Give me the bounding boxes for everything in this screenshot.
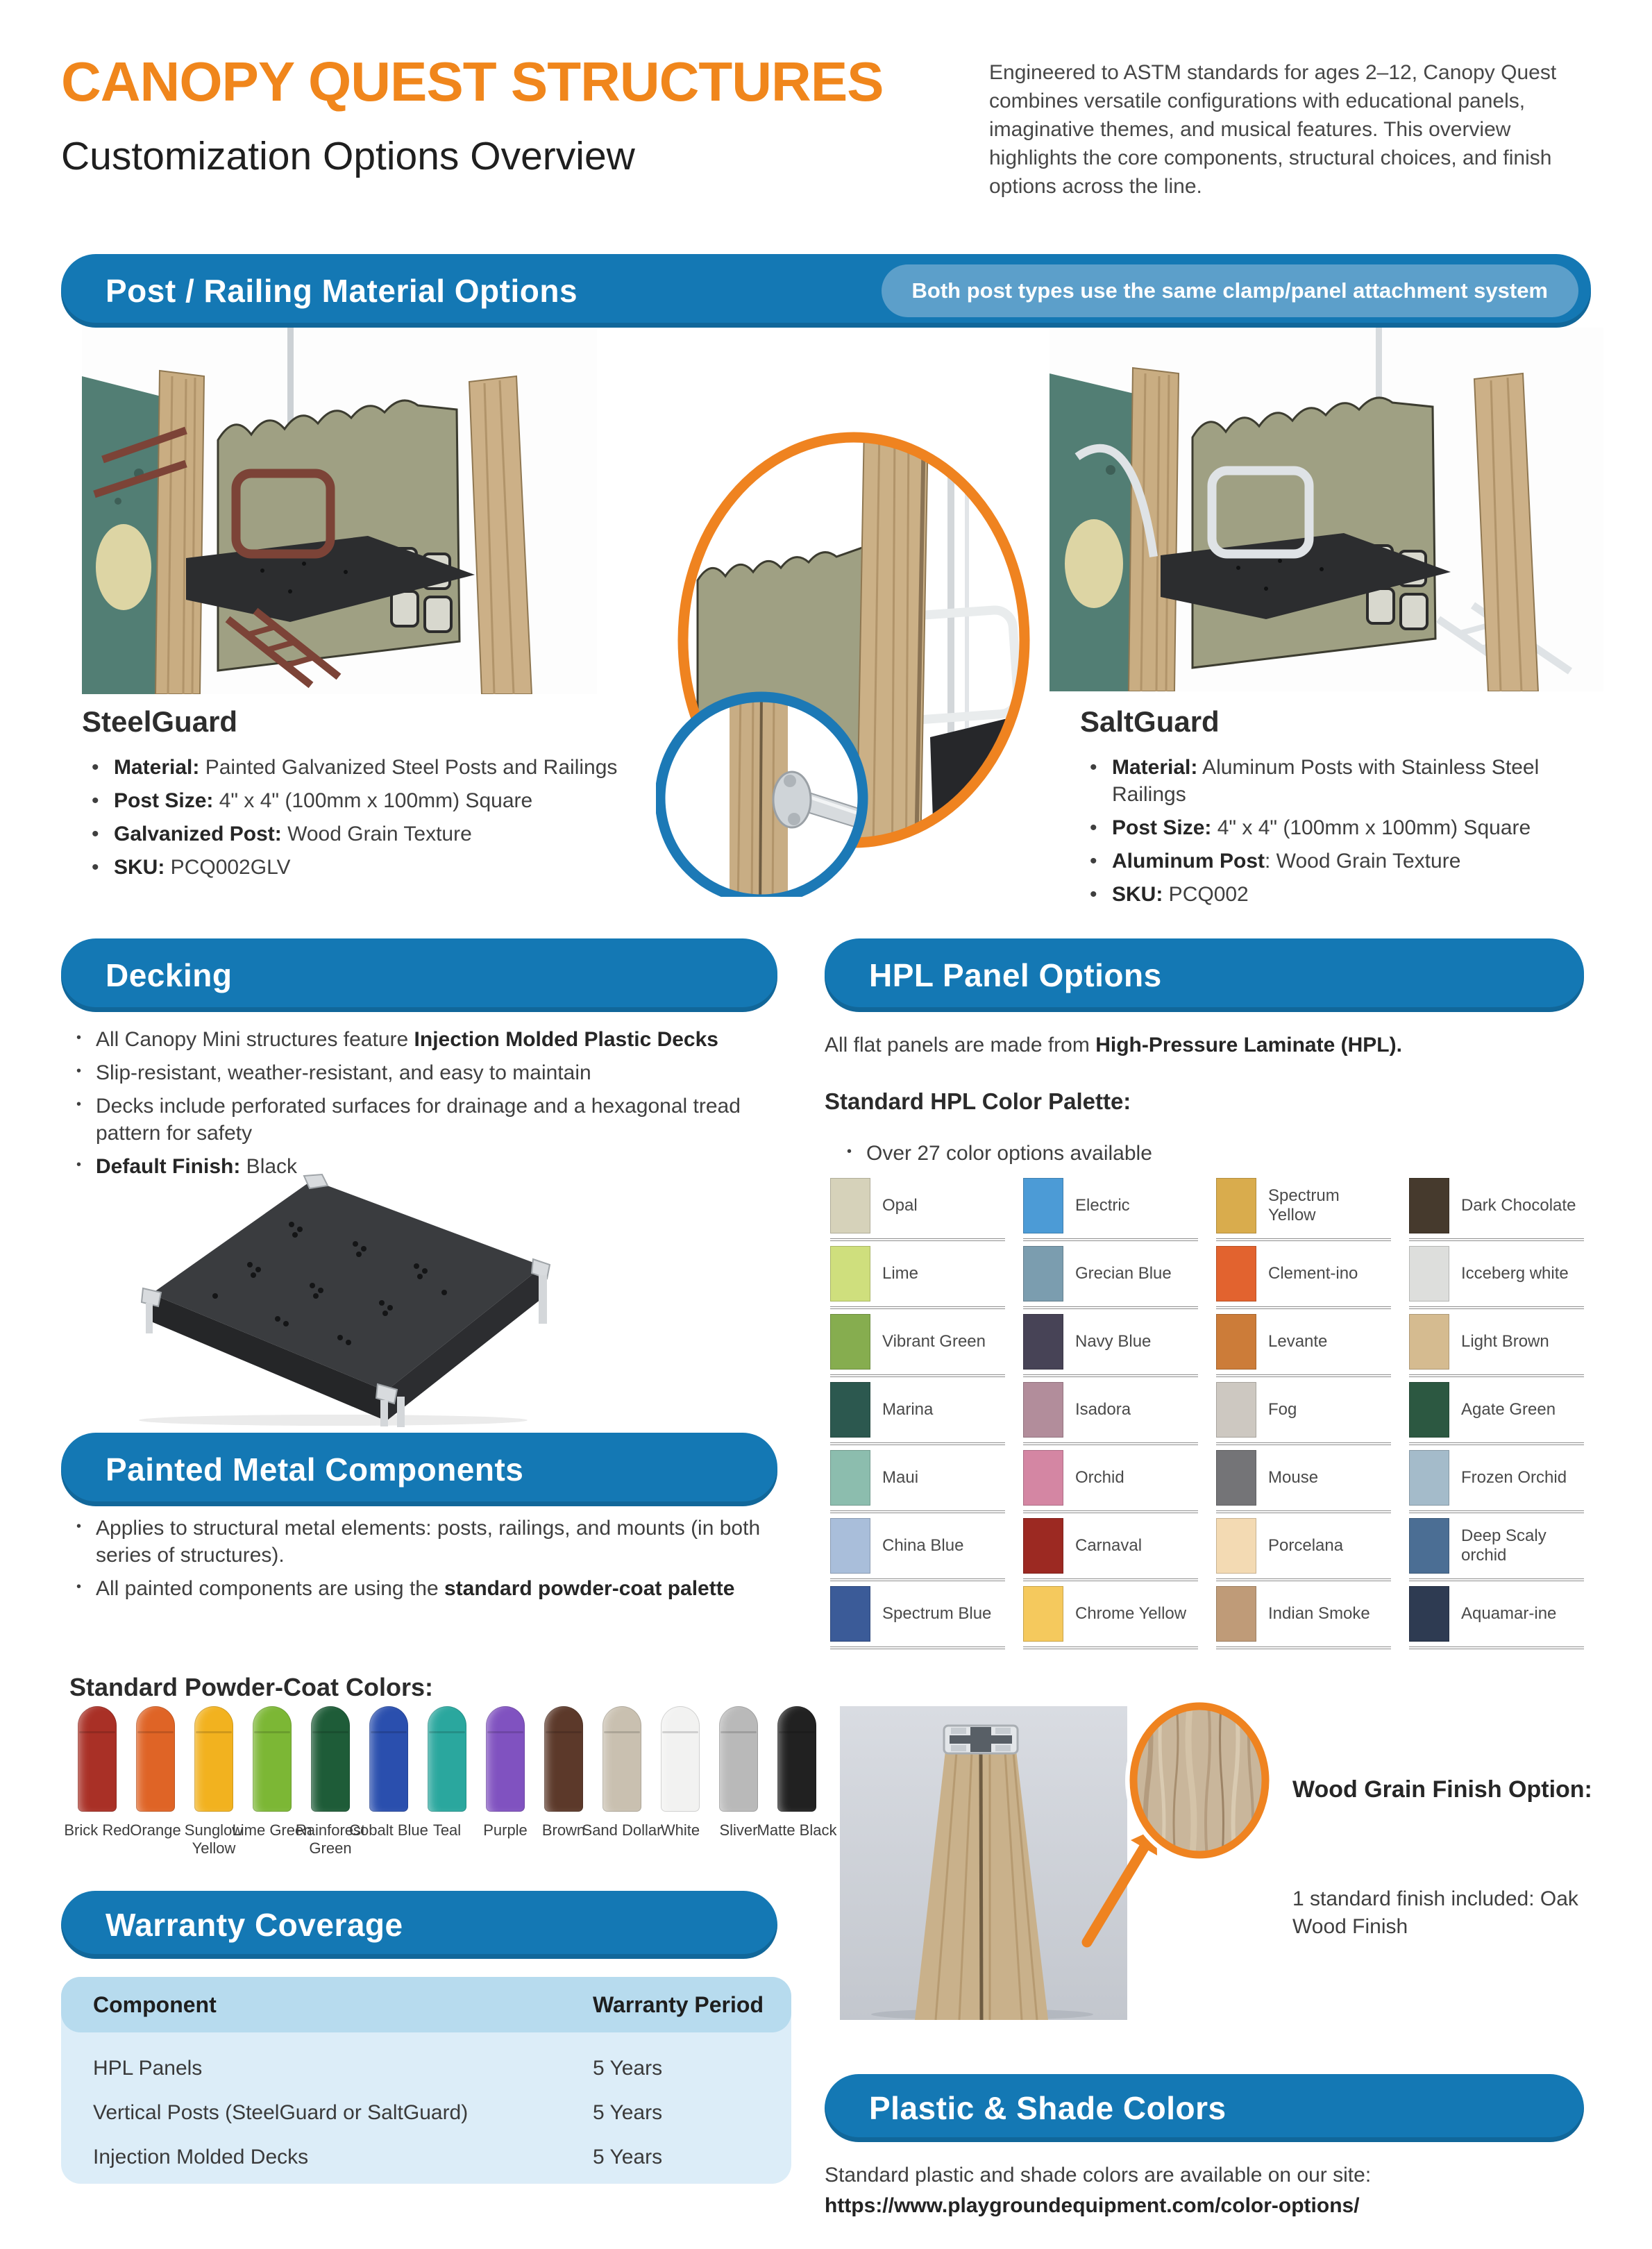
bullet-post: Wood Grain Texture: [281, 823, 472, 845]
hpl-color-swatch: [1023, 1314, 1063, 1370]
saltguard-photo: [1050, 328, 1603, 691]
powder-post-label: Lime Green: [232, 1821, 312, 1839]
attachment-note-pill: [882, 264, 1579, 317]
saltguard-bullets: [1086, 754, 1613, 914]
painted-metal-banner: [61, 1433, 777, 1506]
powder-post: [777, 1706, 816, 1812]
hpl-color-label: Lime: [882, 1264, 919, 1283]
hpl-intro-pre: All flat panels are made from: [825, 1034, 1096, 1056]
powder-post: [428, 1706, 466, 1812]
post-railing-heading: Post / Railing Material Options: [106, 273, 578, 309]
hpl-color-swatch: [830, 1246, 870, 1302]
bullet-post: 4" x 4" (100mm x 100mm) Square: [213, 789, 533, 812]
attachment-note: Both post types use the same clamp/panel attachment system: [911, 278, 1548, 303]
hpl-color-label: Opal: [882, 1196, 918, 1215]
warranty-heading: Warranty Coverage: [106, 1907, 403, 1943]
powder-post: [602, 1706, 641, 1812]
powder-post-label: Orange: [130, 1821, 181, 1839]
teal-side-panel: [82, 376, 164, 694]
hpl-color-swatch: [1216, 1314, 1256, 1370]
decking-banner: [61, 938, 777, 1012]
bullet-item: [840, 1140, 1465, 1167]
powder-post-label: Sand Dollar: [582, 1821, 662, 1839]
bullet-item: [87, 754, 625, 781]
powder-post: [369, 1706, 408, 1812]
bullet-item: [69, 1575, 770, 1602]
hpl-color-label: Vibrant Green: [882, 1332, 986, 1351]
bullet-bold: Galvanized Post:: [114, 823, 282, 845]
hpl-color-label: Navy Blue: [1075, 1332, 1152, 1351]
hpl-color-label: Spectrum Yellow: [1268, 1186, 1340, 1224]
hpl-color-swatch: [1409, 1178, 1449, 1233]
powder-post-label: Brick Red: [64, 1821, 130, 1839]
warranty-period: 5 Years: [593, 2146, 663, 2168]
bullet-item: [1086, 881, 1613, 908]
powder-post-item: [757, 1706, 837, 1858]
bullet-bold: SKU:: [1112, 883, 1163, 906]
hpl-color-swatch: [1216, 1586, 1256, 1642]
hpl-color-cell: [830, 1173, 1005, 1241]
bullet-post: : Wood Grain Texture: [1265, 850, 1461, 873]
hpl-color-swatch: [1409, 1450, 1449, 1506]
powder-post: [486, 1706, 525, 1812]
hpl-color-cell: [1216, 1513, 1391, 1581]
hpl-color-label: Orchid: [1075, 1468, 1124, 1487]
hpl-color-label: Frozen Orchid: [1461, 1468, 1567, 1487]
hpl-color-swatch: [1216, 1450, 1256, 1506]
hpl-color-swatch: [1023, 1586, 1063, 1642]
hpl-color-cell: [1409, 1581, 1584, 1649]
hpl-color-label: Aquamar-ine: [1461, 1604, 1557, 1623]
hpl-color-cell: [830, 1241, 1005, 1309]
hpl-color-label: Grecian Blue: [1075, 1264, 1172, 1283]
hpl-color-swatch: [830, 1178, 870, 1233]
warranty-table-header: [61, 1977, 791, 2032]
deck-top-face: [151, 1180, 543, 1391]
hpl-color-swatch: [1216, 1382, 1256, 1438]
powder-post-label: Teal: [432, 1821, 462, 1839]
hpl-palette-label: Standard HPL Color Palette:: [825, 1088, 1131, 1114]
powder-post-label: Rainforest Green: [295, 1821, 366, 1857]
hpl-color-label: Levante: [1268, 1332, 1328, 1351]
post-railing-banner: [61, 254, 1591, 328]
hpl-color-cell: [830, 1513, 1005, 1581]
hpl-color-swatch: [1216, 1246, 1256, 1302]
warranty-col-period: Warranty Period: [593, 1991, 764, 2017]
hpl-color-label: Agate Green: [1461, 1400, 1556, 1419]
powder-post: [136, 1706, 175, 1812]
hpl-color-label: Marina: [882, 1400, 934, 1419]
hpl-color-swatch: [1216, 1178, 1256, 1233]
powder-post: [544, 1706, 583, 1812]
plastic-shade-banner: [825, 2074, 1584, 2142]
warranty-row: [61, 2046, 791, 2091]
warranty-component: Injection Molded Decks: [93, 2146, 309, 2168]
steelguard-photo: [82, 328, 597, 694]
hpl-bullet-list: [840, 1140, 1465, 1173]
hpl-color-swatch: [830, 1586, 870, 1642]
hpl-color-label: Spectrum Blue: [882, 1604, 992, 1623]
bullet-post: Painted Galvanized Steel Posts and Railings: [199, 756, 618, 779]
hpl-color-label: Icceberg white: [1461, 1264, 1569, 1283]
powder-post-label: Brown: [541, 1821, 586, 1839]
powder-post: [719, 1706, 758, 1812]
powder-post-label: Matte Black: [757, 1821, 837, 1839]
page-subtitle: Customization Options Overview: [61, 134, 635, 178]
wood-grain-text: 1 standard finish included: Oak Wood Finish: [1292, 1887, 1578, 1938]
hpl-color-cell: [1409, 1241, 1584, 1309]
wood-grain-magnifier: [1122, 1695, 1277, 1866]
bullet-bold: Aluminum Post: [1112, 850, 1265, 873]
hpl-color-swatch: [830, 1314, 870, 1370]
warranty-period: 5 Years: [593, 2101, 663, 2124]
bullet-item: [1086, 814, 1613, 841]
bullet-item: [1086, 848, 1613, 875]
bullet-pre: All Canopy Mini structures feature: [96, 1028, 414, 1051]
hpl-color-cell: [1023, 1513, 1198, 1581]
hpl-color-swatch: [1409, 1382, 1449, 1438]
sage-panel: [1192, 398, 1435, 668]
bullet-bold: SKU:: [114, 856, 165, 879]
hpl-color-label: Indian Smoke: [1268, 1604, 1370, 1623]
powder-coat-label: Standard Powder-Coat Colors:: [69, 1673, 434, 1701]
hpl-color-cell: [1023, 1377, 1198, 1445]
warranty-component: Vertical Posts (SteelGuard or SaltGuard): [93, 2101, 469, 2124]
bullet-pre: All painted components are using the: [96, 1577, 444, 1600]
hpl-color-cell: [1023, 1173, 1198, 1241]
bullet-bold: standard powder-coat palette: [444, 1577, 735, 1600]
hpl-color-cell: [1216, 1377, 1391, 1445]
powder-post-label: Sunglow Yellow: [184, 1821, 244, 1857]
steelguard-bullets: [87, 754, 625, 887]
hpl-color-label: Porcelana: [1268, 1536, 1344, 1555]
hpl-color-label: Fog: [1268, 1400, 1297, 1419]
hpl-color-swatch: [1409, 1246, 1449, 1302]
powder-post: [661, 1706, 700, 1812]
hpl-color-cell: [830, 1377, 1005, 1445]
hpl-color-swatch: [1023, 1450, 1063, 1506]
hpl-color-label: Clement-ino: [1268, 1264, 1358, 1283]
bullet-bold: Material:: [1112, 756, 1198, 779]
bullet-bold: Injection Molded Plastic Decks: [414, 1028, 718, 1051]
hpl-color-cell: [830, 1581, 1005, 1649]
wood-grain-texture: [1122, 1695, 1277, 1866]
bullet-post: PCQ002: [1163, 883, 1249, 906]
bullet-bold: Material:: [114, 756, 200, 779]
silver-pole: [287, 328, 294, 432]
powder-post: [78, 1706, 117, 1812]
saltguard-heading: SaltGuard: [1080, 705, 1220, 738]
left-wood-post: [155, 371, 204, 694]
teal-side-panel: [1050, 373, 1137, 691]
hpl-color-grid: [830, 1173, 1584, 1649]
decking-heading: Decking: [106, 957, 233, 993]
hpl-color-swatch: [1216, 1518, 1256, 1574]
hpl-color-cell: [830, 1445, 1005, 1513]
hpl-color-cell: [1216, 1241, 1391, 1309]
bullet-item: [69, 1515, 770, 1569]
hpl-banner: [825, 938, 1584, 1012]
warranty-component: HPL Panels: [93, 2057, 203, 2080]
painted-metal-bullets: [69, 1515, 770, 1608]
hpl-color-cell: [1023, 1309, 1198, 1377]
deck-photo: [83, 1161, 611, 1427]
hpl-color-label: Dark Chocolate: [1461, 1196, 1576, 1215]
hpl-heading: HPL Panel Options: [869, 957, 1162, 993]
bullet-post: Black: [240, 1155, 298, 1178]
hpl-color-label: Isadora: [1075, 1400, 1131, 1419]
hpl-color-cell: [1216, 1581, 1391, 1649]
plastic-shade-text: Standard plastic and shade colors are available on our site:: [825, 2164, 1372, 2187]
hpl-color-swatch: [1409, 1586, 1449, 1642]
hpl-color-cell: [1023, 1241, 1198, 1309]
hpl-color-label: Electric: [1075, 1196, 1130, 1215]
bullet-item: [87, 854, 625, 881]
bullet-bold: Default Finish:: [96, 1155, 241, 1178]
bullet-bold: Post Size:: [114, 789, 214, 812]
hpl-color-swatch: [1023, 1246, 1063, 1302]
hpl-color-cell: [1409, 1513, 1584, 1581]
wood-grain-title: Wood Grain Finish Option:: [1292, 1776, 1592, 1803]
bullet-bold: Post Size:: [1112, 816, 1212, 839]
hpl-color-label: Chrome Yellow: [1075, 1604, 1187, 1623]
warranty-period: 5 Years: [593, 2057, 663, 2080]
bullet-pre: Applies to structural metal elements: posts, railings, and mounts (in both series of structures).: [96, 1517, 761, 1567]
hpl-color-label: Deep Scaly orchid: [1461, 1526, 1546, 1565]
hpl-color-swatch: [830, 1518, 870, 1574]
warranty-banner: [61, 1891, 777, 1959]
hpl-color-swatch: [1023, 1178, 1063, 1233]
hpl-color-cell: [830, 1309, 1005, 1377]
hpl-color-cell: [1216, 1445, 1391, 1513]
bullet-post: Aluminum Posts with Stainless Steel Railings: [1112, 756, 1540, 806]
warranty-col-component: Component: [93, 1991, 217, 2017]
intro-paragraph: Engineered to ASTM standards for ages 2–12, Canopy Quest combines versatile configurations with educational panels, imaginative themes, and musical features. This overview highlights the core components, structural choices, and finish options across the line.: [989, 61, 1557, 198]
hpl-color-label: Mouse: [1268, 1468, 1319, 1487]
hpl-intro: [825, 1031, 1588, 1059]
warranty-row: [61, 2135, 791, 2180]
hpl-color-label: Light Brown: [1461, 1332, 1549, 1351]
magnifier-detail: [656, 411, 1052, 897]
bullet-pre: Slip-resistant, weather-resistant, and easy to maintain: [96, 1061, 591, 1084]
bullet-item: [69, 1093, 774, 1147]
warranty-row: [61, 2091, 791, 2135]
color-options-link[interactable]: https://www.playgroundequipment.com/color-options/: [825, 2194, 1360, 2217]
powder-post-label: Sliver: [719, 1821, 758, 1839]
powder-post: [311, 1706, 350, 1812]
hpl-color-cell: [1409, 1173, 1584, 1241]
page-title: CANOPY QUEST STRUCTURES: [61, 51, 884, 112]
bullet-pre: Over 27 color options available: [866, 1142, 1152, 1165]
bullet-item: [87, 787, 625, 814]
hpl-intro-bold: High-Pressure Laminate (HPL).: [1095, 1034, 1402, 1056]
hpl-color-cell: [1409, 1309, 1584, 1377]
hpl-color-cell: [1023, 1445, 1198, 1513]
powder-post-label: Cobalt Blue: [349, 1821, 428, 1839]
hpl-color-cell: [1409, 1445, 1584, 1513]
bullet-item: [69, 1026, 774, 1053]
bullet-item: [87, 820, 625, 848]
hpl-color-cell: [1023, 1581, 1198, 1649]
bullet-pre: Decks include perforated surfaces for drainage and a hexagonal tread pattern for safety: [96, 1095, 741, 1145]
powder-post-label: Purple: [483, 1821, 528, 1839]
hpl-color-swatch: [1023, 1518, 1063, 1574]
powder-post: [194, 1706, 233, 1812]
hpl-color-cell: [1409, 1377, 1584, 1445]
bullet-post: 4" x 4" (100mm x 100mm) Square: [1211, 816, 1531, 839]
bullet-item: [69, 1059, 774, 1086]
hpl-color-label: China Blue: [882, 1536, 964, 1555]
hpl-color-cell: [1216, 1309, 1391, 1377]
hpl-color-swatch: [830, 1382, 870, 1438]
hpl-color-swatch: [1023, 1382, 1063, 1438]
hpl-color-swatch: [1409, 1314, 1449, 1370]
powder-post: [253, 1706, 292, 1812]
left-wood-post: [1129, 368, 1179, 691]
bullet-item: [1086, 754, 1613, 808]
hpl-color-label: Carnaval: [1075, 1536, 1143, 1555]
painted-metal-heading: Painted Metal Components: [106, 1451, 524, 1488]
bullet-post: PCQ002GLV: [165, 856, 291, 879]
hpl-color-cell: [1216, 1173, 1391, 1241]
powder-color-row: [64, 1706, 837, 1858]
powder-post-label: White: [660, 1821, 700, 1839]
warranty-table: [61, 1977, 791, 2184]
hpl-color-swatch: [1409, 1518, 1449, 1574]
steelguard-heading: SteelGuard: [82, 705, 238, 738]
hpl-color-swatch: [830, 1450, 870, 1506]
hpl-color-label: Maui: [882, 1468, 919, 1487]
plastic-shade-heading: Plastic & Shade Colors: [869, 2090, 1227, 2126]
